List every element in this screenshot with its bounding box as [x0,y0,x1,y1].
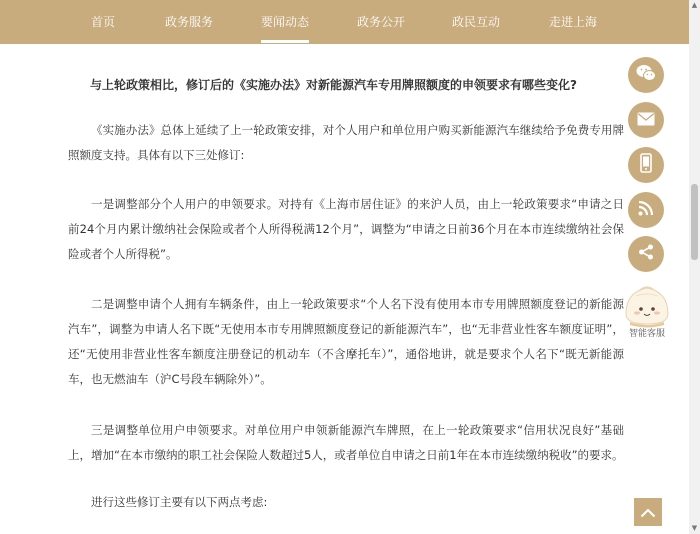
top-nav [0,0,689,44]
share-icon [638,244,654,264]
nav-item-news[interactable]: 要闻动态 [261,0,309,44]
vertical-scrollbar[interactable] [689,0,700,534]
article-question: 与上轮政策相比，修订后的《实施办法》对新能源汽车专用牌照额度的申领要求有哪些变化? [90,78,577,92]
rss-button[interactable] [628,192,664,228]
mobile-icon [640,153,652,177]
paragraph-item-1: 一是调整部分个人用户的申领要求。对持有《上海市居住证》的来沪人员，由上一轮政策要求“申请之日前24个月内累计缴纳社会保险或者个人所得税满12个月”，调整为“申请之日前36个月在本市连续缴纳社会保险或者个人所得税”。 [68,197,624,261]
paragraph-item-2: 二是调整申请个人拥有车辆条件，由上一轮政策要求“个人名下没有使用本市专用牌照额度登记的新能源汽车”，调整为申请人名下既“无使用本市专用牌照额度登记的新能源汽车”，也“无非营业性客车额度证明”，还“无使用非营业性客车额度注册登记的机动车（不含摩托车）”，通俗地讲，就是要求个人名下“既无新能源车，也无燃油车（沪C号段车辆除外）”。 [68,297,624,386]
wechat-icon [636,64,656,86]
paragraph-considerations: 进行这些修订主要有以下两点考虑: [91,495,268,509]
paragraph-item-3: 三是调整单位用户申领要求。对单位用户申领新能源汽车牌照，在上一轮政策要求“信用状况良好”基础上，增加“在本市缴纳的职工社会保险人数超过5人，或者单位自申请之日前1年在本市连续缴纳税收”的要求。 [68,423,624,462]
paragraph-intro: 《实施办法》总体上延续了上一轮政策安排，对个人用户和单位用户购买新能源汽车继续给予免费专用牌照额度支持。具体有以下三处修订: [68,123,624,162]
nav-item-interaction[interactable]: 政民互动 [451,15,501,29]
rss-icon [638,200,654,220]
email-button[interactable] [628,102,664,138]
nav-item-government-services[interactable]: 政务服务 [164,15,214,29]
nav-item-home[interactable]: 首页 [90,15,116,29]
smart-assistant-button[interactable] [622,282,672,342]
mail-icon [637,111,655,130]
nav-item-public-affairs[interactable]: 政务公开 [356,15,406,29]
scroll-down-arrow-icon[interactable]: ▼ [691,524,698,532]
assistant-label: 智能客服 [628,329,665,339]
wechat-button[interactable] [628,57,664,93]
scrollbar-thumb[interactable] [691,184,698,260]
scroll-up-arrow-icon[interactable]: ▲ [691,1,698,9]
share-button[interactable] [628,236,664,272]
back-to-top-button[interactable] [634,498,662,526]
mobile-button[interactable] [628,147,664,183]
chevron-up-icon [640,503,656,522]
nav-item-about-shanghai[interactable]: 走进上海 [548,15,598,29]
